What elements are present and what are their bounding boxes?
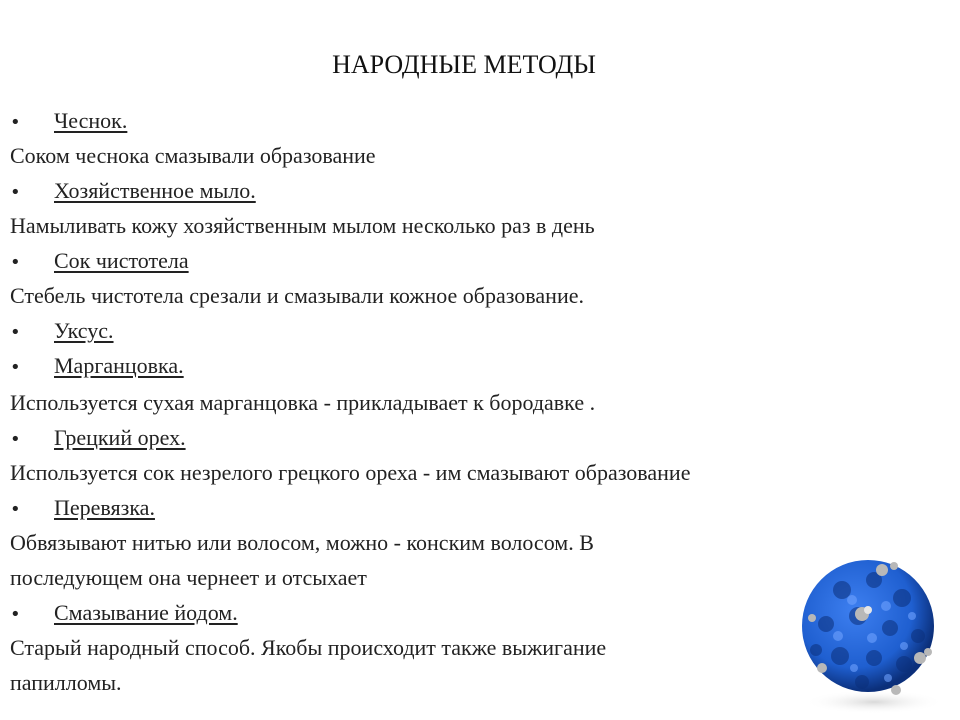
bullet-icon: • <box>10 182 21 203</box>
method-heading: Смазывание йодом. <box>54 600 238 625</box>
method-heading: Перевязка. <box>54 495 155 520</box>
method-heading: Марганцовка. <box>54 353 184 378</box>
list-item-heading <box>10 178 256 204</box>
bullet-icon: • <box>10 499 21 520</box>
method-heading: Хозяйственное мыло. <box>54 178 256 203</box>
bullet-icon: • <box>10 357 21 378</box>
method-description: Обвязывают нитью или волосом, можно - конским волосом. В <box>10 530 594 555</box>
method-description: Намыливать кожу хозяйственным мылом несколько раз в день <box>10 213 595 238</box>
slide-title: НАРОДНЫЕ МЕТОДЫ <box>332 50 596 79</box>
list-item-heading <box>10 353 184 379</box>
method-description: папилломы. <box>10 670 122 695</box>
list-item-heading <box>10 108 127 134</box>
list-item-heading <box>10 425 186 451</box>
bullet-icon: • <box>10 429 21 450</box>
method-description: Используется сок незрелого грецкого ореха - им смазывают образование <box>10 460 691 485</box>
method-description: последующем она чернеет и отсыхает <box>10 565 367 590</box>
list-item-heading <box>10 248 189 274</box>
list-item-heading <box>10 600 238 626</box>
method-description: Используется сухая марганцовка - прикладывает к бородавке . <box>10 390 596 415</box>
list-item-heading <box>10 495 155 521</box>
bullet-icon: • <box>10 112 21 133</box>
bullet-icon: • <box>10 604 21 625</box>
method-heading: Грецкий орех. <box>54 425 186 450</box>
list-item-heading <box>10 318 114 344</box>
method-heading: Чеснок. <box>54 108 128 133</box>
papilloma-virus-image <box>782 540 960 720</box>
bullet-icon: • <box>10 252 21 273</box>
method-heading: Уксус. <box>54 318 114 343</box>
method-description: Соком чеснока смазывали образование <box>10 143 376 168</box>
method-description: Старый народный способ. Якобы происходит также выжигание <box>10 635 607 660</box>
bullet-icon: • <box>10 322 21 343</box>
method-heading: Сок чистотела <box>54 248 189 273</box>
method-description: Стебель чистотела срезали и смазывали кожное образование. <box>10 283 584 308</box>
